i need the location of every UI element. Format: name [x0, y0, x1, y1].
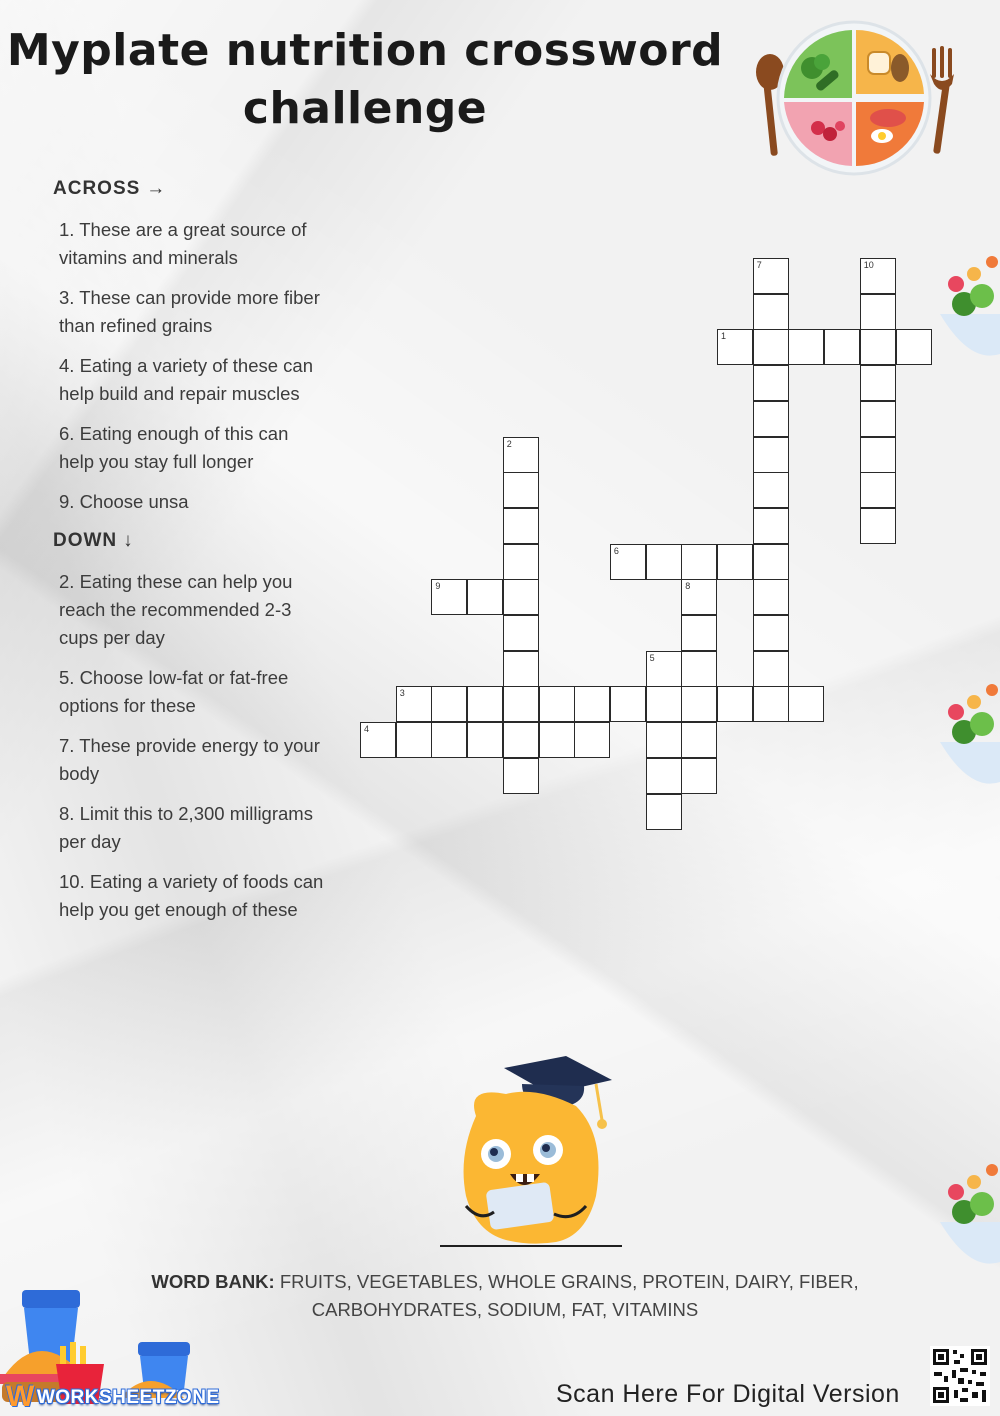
crossword-cell[interactable] [753, 329, 789, 365]
crossword-cell[interactable] [431, 722, 467, 758]
crossword-cell[interactable] [753, 258, 789, 294]
word-bank-label: WORD BANK: [151, 1271, 275, 1292]
crossword-cell[interactable] [396, 686, 432, 722]
crossword-cell[interactable] [717, 329, 753, 365]
arrow-right-icon: → [146, 178, 167, 199]
crossword-cell[interactable] [360, 722, 396, 758]
crossword-cell[interactable] [681, 615, 717, 651]
qr-code-icon[interactable] [930, 1346, 990, 1406]
crossword-cell[interactable] [503, 686, 539, 722]
crossword-cell[interactable] [824, 329, 860, 365]
down-clue-8: 8. Limit this to 2,300 milligrams per day [59, 803, 313, 852]
crossword-cell[interactable] [860, 401, 896, 437]
down-clue-10: 10. Eating a variety of foods can help you get enough of these [59, 871, 324, 920]
crossword-cell[interactable] [753, 472, 789, 508]
mascot-icon [436, 1046, 626, 1252]
crossword-cell[interactable] [539, 722, 575, 758]
brand-logo-text: WORKSHEETZONE [36, 1387, 220, 1408]
crossword-cell[interactable] [467, 579, 503, 615]
crossword-cell[interactable] [896, 329, 932, 365]
crossword-cell[interactable] [539, 686, 575, 722]
clue-number: 1 [721, 331, 727, 342]
crossword-cell[interactable] [753, 508, 789, 544]
crossword-cell[interactable] [646, 758, 682, 794]
brand-logo [6, 1380, 220, 1414]
crossword-cell[interactable] [753, 615, 789, 651]
clue-number: 10 [863, 260, 874, 270]
crossword-cell[interactable] [753, 579, 789, 615]
across-heading [53, 176, 328, 202]
crossword-cell[interactable] [503, 758, 539, 794]
crossword-cell[interactable] [610, 686, 646, 722]
across-clue-9: 9. Choose unsa [59, 491, 189, 512]
crossword-cell[interactable] [574, 722, 610, 758]
crossword-cell[interactable] [681, 722, 717, 758]
crossword-cell[interactable] [467, 686, 503, 722]
crossword-cell[interactable] [646, 651, 682, 687]
crossword-cell[interactable] [646, 794, 682, 830]
down-heading [53, 528, 328, 554]
clue-number: 7 [756, 260, 762, 270]
crossword-cell[interactable] [788, 686, 824, 722]
scan-text: Scan Here For Digital Version [556, 1380, 900, 1408]
clue-number: 6 [613, 545, 619, 556]
crossword-cell[interactable] [646, 544, 682, 580]
brand-logo-mark: W [6, 1380, 35, 1413]
salad-bowl-icon [934, 1152, 1000, 1282]
crossword-cell[interactable] [860, 329, 896, 365]
crossword-cell[interactable] [503, 544, 539, 580]
clue-number: 5 [649, 652, 655, 663]
crossword-cell[interactable] [431, 686, 467, 722]
salad-bowl-icon [934, 672, 1000, 802]
crossword-cell[interactable] [753, 401, 789, 437]
clue-number: 8 [685, 581, 691, 592]
arrow-down-icon: ↓ [123, 530, 134, 551]
crossword-cell[interactable] [753, 544, 789, 580]
crossword-cell[interactable] [503, 651, 539, 687]
crossword-cell[interactable] [431, 579, 467, 615]
across-clue-3: 3. These can provide more fiber than refined grains [59, 287, 320, 336]
salad-bowl-icon [934, 244, 1000, 374]
crossword-cell[interactable] [503, 437, 539, 473]
fork-icon [930, 46, 954, 154]
crossword-cell[interactable] [681, 544, 717, 580]
crossword-cell[interactable] [646, 686, 682, 722]
crossword-cell[interactable] [788, 329, 824, 365]
crossword-cell[interactable] [681, 758, 717, 794]
crossword-cell[interactable] [681, 686, 717, 722]
crossword-cell[interactable] [860, 258, 896, 294]
clues-panel [53, 176, 328, 936]
clue-number: 2 [506, 438, 512, 449]
crossword-cell[interactable] [753, 365, 789, 401]
crossword-cell[interactable] [860, 365, 896, 401]
crossword-cell[interactable] [860, 472, 896, 508]
down-heading-label: DOWN [53, 530, 118, 551]
crossword-cell[interactable] [681, 579, 717, 615]
crossword-cell[interactable] [467, 722, 503, 758]
crossword-cell[interactable] [610, 544, 646, 580]
clue-number: 9 [435, 581, 441, 592]
clue-number: 4 [364, 724, 370, 735]
myplate-icon [748, 18, 968, 178]
across-clue-6: 6. Eating enough of this can help you stay full longer [59, 423, 289, 472]
crossword-cell[interactable] [753, 686, 789, 722]
crossword-cell[interactable] [574, 686, 610, 722]
across-clue-1: 1. These are a great source of vitamins and minerals [59, 219, 307, 268]
clue-number: 3 [399, 688, 405, 699]
down-clue-7: 7. These provide energy to your body [59, 735, 320, 784]
crossword-cell[interactable] [753, 651, 789, 687]
crossword-cell[interactable] [860, 437, 896, 473]
word-bank-words: FRUITS, VEGETABLES, WHOLE GRAINS, PROTEIN, DAIRY, FIBER, CARBOHYDRATES, SODIUM, FAT, VITAMINS [279, 1271, 859, 1320]
crossword-cell[interactable] [717, 544, 753, 580]
crossword-cell[interactable] [503, 508, 539, 544]
crossword-cell[interactable] [396, 722, 432, 758]
crossword-cell[interactable] [503, 615, 539, 651]
across-clue-4: 4. Eating a variety of these can help build and repair muscles [59, 355, 314, 404]
crossword-cell[interactable] [503, 472, 539, 508]
crossword-cell[interactable] [753, 294, 789, 330]
crossword-cell[interactable] [717, 686, 753, 722]
crossword-cell[interactable] [860, 294, 896, 330]
down-clue-2: 2. Eating these can help you reach the recommended 2-3 cups per day [59, 571, 293, 648]
crossword-cell[interactable] [681, 651, 717, 687]
crossword-cell[interactable] [860, 508, 896, 544]
page-title: Myplate nutrition crossword challenge [6, 25, 724, 134]
crossword-cell[interactable] [503, 722, 539, 758]
crossword-cell[interactable] [753, 437, 789, 473]
crossword-cell[interactable] [646, 722, 682, 758]
crossword-cell[interactable] [503, 579, 539, 615]
down-clue-5: 5. Choose low-fat or fat-free options for these [59, 667, 289, 716]
word-bank [110, 1268, 900, 1324]
across-heading-label: ACROSS [53, 178, 141, 199]
